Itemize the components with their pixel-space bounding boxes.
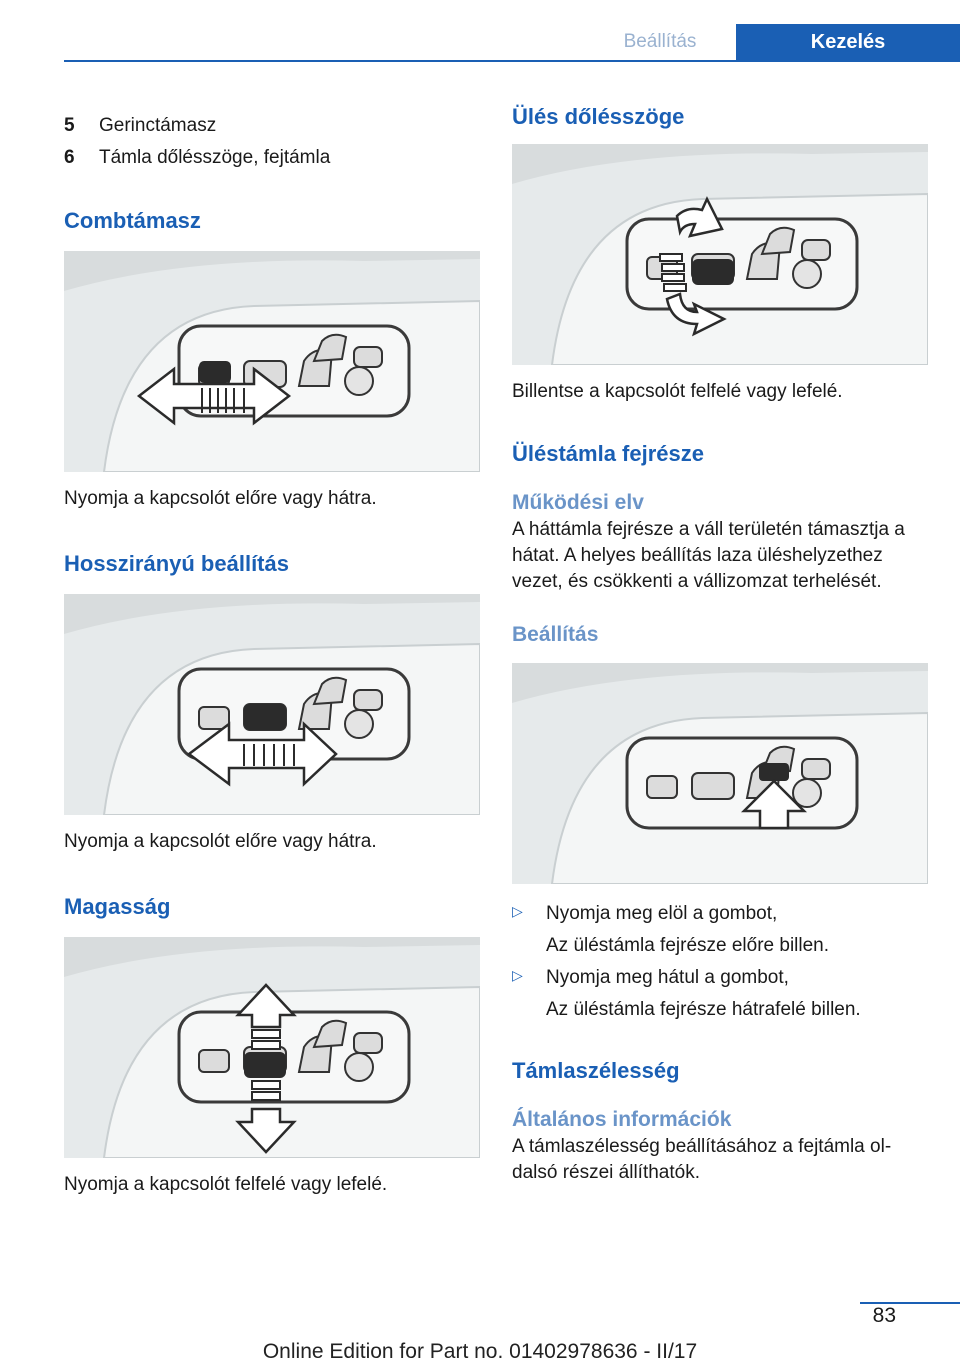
bullet-item: [512, 898, 928, 962]
figure-thigh-support: [64, 251, 480, 472]
bullet-list: [512, 898, 928, 1026]
list-item: [64, 142, 480, 174]
left-column: [64, 100, 480, 1198]
list-text: Támla dőlésszöge, fejtámla: [99, 147, 331, 168]
header-rule: [64, 60, 960, 62]
right-column: [512, 100, 928, 1186]
heading-doles: Ülés dőlésszöge: [512, 104, 685, 129]
heading-hosszirany: Hosszirányú beállítás: [64, 551, 289, 576]
caption-combtamasz: Nyomja a kapcsolót előre vagy hátra.: [64, 488, 377, 509]
heading-magassag: Magasság: [64, 894, 171, 919]
figure-height: [64, 937, 480, 1158]
page-header: [0, 24, 960, 62]
list-item: [64, 110, 480, 142]
bullet-text: Nyomja meg elöl a gombot,: [546, 903, 778, 924]
section-tab: Beállítás: [600, 24, 720, 60]
subheading-altalanos: Általános információk: [512, 1108, 732, 1131]
heading-fejresz: Üléstámla fejrésze: [512, 441, 704, 466]
edition-line: Online Edition for Part no. 01402978636 - II/17: [262, 1340, 698, 1363]
bullet-item: [512, 962, 928, 1026]
bullet-result: Az üléstámla fejrésze hátrafelé billen.: [546, 999, 861, 1020]
figure-head-section: [512, 663, 928, 884]
page-number: 83: [872, 1304, 896, 1327]
heading-combtamasz: Combtámasz: [64, 208, 201, 233]
figure-seat-tilt: [512, 144, 928, 365]
caption-hosszirany: Nyomja a kapcsolót előre vagy hátra.: [64, 831, 377, 852]
caption-doles: Billentse a kapcsolót felfelé vagy lefelé.: [512, 381, 843, 402]
bullet-text: Nyomja meg hátul a gombot,: [546, 967, 789, 988]
triangle-right-icon: ▷: [512, 903, 523, 919]
triangle-right-icon: ▷: [512, 967, 523, 983]
chapter-tab: Kezelés: [736, 24, 960, 62]
list-number: 6: [64, 147, 75, 168]
numbered-list: [64, 110, 480, 174]
subheading-beallitas: Beállítás: [512, 623, 599, 646]
paragraph-szelesseg: A támlaszélesség beállításához a fejtámla ol-dalsó részei állíthatók.: [512, 1136, 892, 1183]
caption-magassag: Nyomja a kapcsolót felfelé vagy lefelé.: [64, 1174, 388, 1195]
bullet-result: Az üléstámla fejrésze előre billen.: [546, 935, 830, 956]
heading-szelesseg: Támlaszélesség: [512, 1058, 680, 1083]
list-number: 5: [64, 115, 75, 136]
paragraph-mukodesi-elv: A háttámla fejrésze a váll területén támasztja a hátat. A helyes beállítás laza üléshelyzethez vezet, és csökkenti a vállizomzat terhelését.: [512, 519, 905, 592]
subheading-mukodesi-elv: Működési elv: [512, 491, 644, 514]
list-text: Gerinctámasz: [99, 115, 217, 136]
figure-fore-aft: [64, 594, 480, 815]
